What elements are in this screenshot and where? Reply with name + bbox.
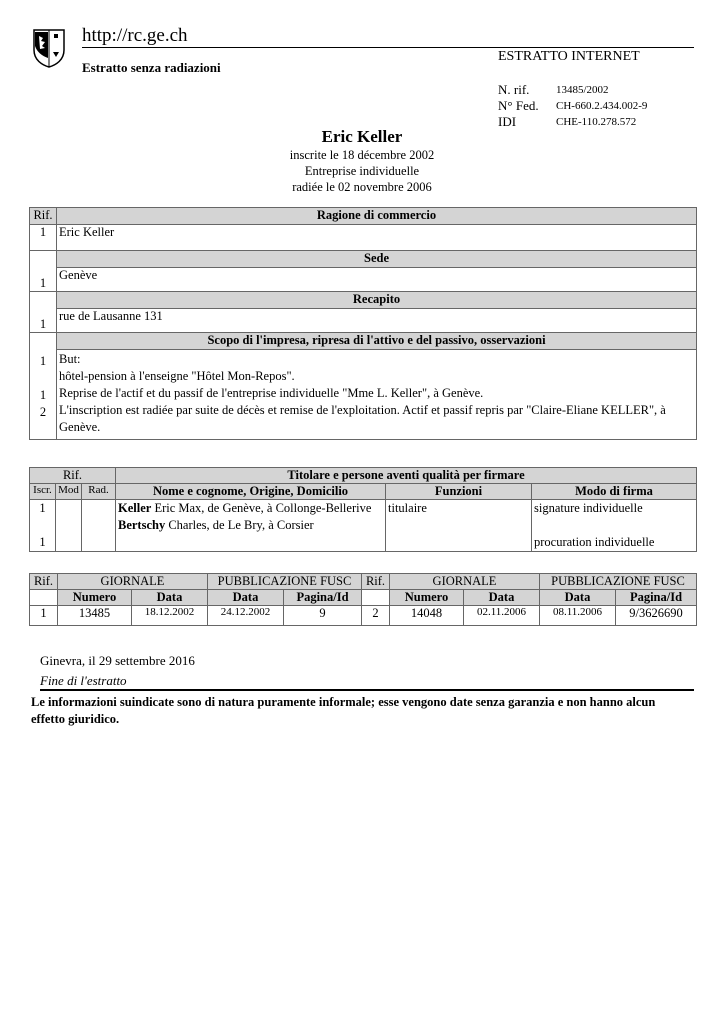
meta-row: IDI CHE-110.278.572 <box>498 114 637 129</box>
scopo-line: L'inscription est radiée par suite de décès et remise de l'exploitation. Actif et passif repris par "Claire-Eliane KELLER", à Genève. <box>59 403 666 434</box>
radiation-date: radiée le 02 novembre 2006 <box>292 180 432 194</box>
sede-value: Genève <box>57 268 697 292</box>
end-of-extract: Fine di l'estratto <box>40 673 127 688</box>
place-date: Ginevra, il 29 settembre 2016 <box>40 653 195 668</box>
header-divider <box>82 47 694 48</box>
extract-subtitle: Estratto senza radiazioni <box>82 60 221 75</box>
person-surname: Keller <box>118 501 152 515</box>
persons-title: Titolare e persone aventi qualità per firmare <box>116 468 697 484</box>
scopo-line: Reprise de l'actif et du passif de l'entreprise individuelle "Mme L. Keller", à Genève. <box>59 386 484 400</box>
persons-rif-header: Rif. <box>30 468 116 484</box>
col-sign-header: Modo di firma <box>532 484 697 500</box>
signature-mode: signature individuelle <box>534 501 643 515</box>
giornale-header: GIORNALE <box>58 574 208 590</box>
giornale-header: GIORNALE <box>390 574 540 590</box>
ragione-header: Ragione di commercio <box>57 208 697 225</box>
person-function: titulaire <box>388 501 427 515</box>
geneva-crest-logo <box>32 28 66 68</box>
col-func-header: Funzioni <box>386 484 532 500</box>
main-info-table: Rif. Ragione di commercio 1 Eric Keller 1 Sede Genève 1 Recapito rue de Lausanne 131 1 1 2 Scopo di l'impresa, ripresa di l'attivo e del passivo, osservazioni But: hôtel-pension à l'enseigne "Hôtel Mon-Repos". Reprise de l'actif et du passif de l'entreprise individuelle "Mme L. Keller", à Genève. L'inscription est radiée par suite de décès et remise de l'exploitation. Actif et passif repris par "Claire-Eliane KELLER", à Genève. <box>29 207 697 440</box>
meta-row: N. rif. 13485/2002 <box>498 82 609 97</box>
company-heading <box>180 127 544 195</box>
person-entry: Bertschy Charles, de Le Bry, à Corsier <box>118 518 314 532</box>
scopo-content <box>57 350 697 440</box>
person-surname: Bertschy <box>118 518 166 532</box>
legal-disclaimer: Le informazioni suindicate sono di natura puramente informale; esse vengono date senza garanzia e non hanno alcun effetto giuridico. <box>31 695 656 726</box>
signature-mode: procuration individuelle <box>534 535 655 549</box>
persons-body: 1 1 Keller Eric Max, de Genève, à Collonge-Bellerive Bertschy Charles, de Le Bry, à Corsier titulaire signature individuelle procuration individuelle <box>30 500 697 552</box>
journal-table: Rif. GIORNALE PUBBLICAZIONE FUSC Rif. GIORNALE PUBBLICAZIONE FUSC Numero Data Data Pagina/Id Numero Data Data Pagina/Id 1 13485 18.12.2002 24.12.2002 9 2 14048 02.11.2006 08.11.2006 9/3626690 <box>29 573 697 626</box>
site-url[interactable]: http://rc.ge.ch <box>82 25 188 46</box>
rif-header: Rif. <box>30 208 57 225</box>
footer-divider <box>40 689 694 691</box>
fusc-header: PUBBLICAZIONE FUSC <box>540 574 697 590</box>
person-entry: Keller Eric Max, de Genève, à Collonge-Bellerive <box>118 501 372 515</box>
persons-table: Rif. Titolare e persone aventi qualità per firmare Iscr. Mod Rad. Nome e cognome, Origine, Domicilio Funzioni Modo di firma 1 1 Keller Eric Max, de Genève, à Collonge-Bellerive Bertschy Charles, de Le Bry, à Corsier titulaire signature individuelle procuration individuelle <box>29 467 697 552</box>
company-name: Eric Keller <box>321 127 403 146</box>
document-type: ESTRATTO INTERNET <box>498 49 640 64</box>
journal-row: 1 13485 18.12.2002 24.12.2002 9 2 14048 02.11.2006 08.11.2006 9/3626690 <box>30 606 697 626</box>
legal-form: Entreprise individuelle <box>304 164 420 178</box>
fusc-header: PUBBLICAZIONE FUSC <box>208 574 362 590</box>
inscription-date: inscrite le 18 décembre 2002 <box>289 148 435 162</box>
col-name-header: Nome e cognome, Origine, Domicilio <box>116 484 386 500</box>
scopo-line: hôtel-pension à l'enseigne "Hôtel Mon-Repos". <box>59 369 295 383</box>
recapito-header: Recapito <box>57 292 697 309</box>
sede-header: Sede <box>57 251 697 268</box>
reference-block <box>498 82 647 130</box>
scopo-line: But: <box>59 352 81 366</box>
recapito-value: rue de Lausanne 131 <box>57 309 697 333</box>
ragione-value: Eric Keller <box>57 225 697 251</box>
scopo-header: Scopo di l'impresa, ripresa di l'attivo e del passivo, osservazioni <box>57 333 697 350</box>
meta-row: N° Fed. CH-660.2.434.002-9 <box>498 98 648 113</box>
